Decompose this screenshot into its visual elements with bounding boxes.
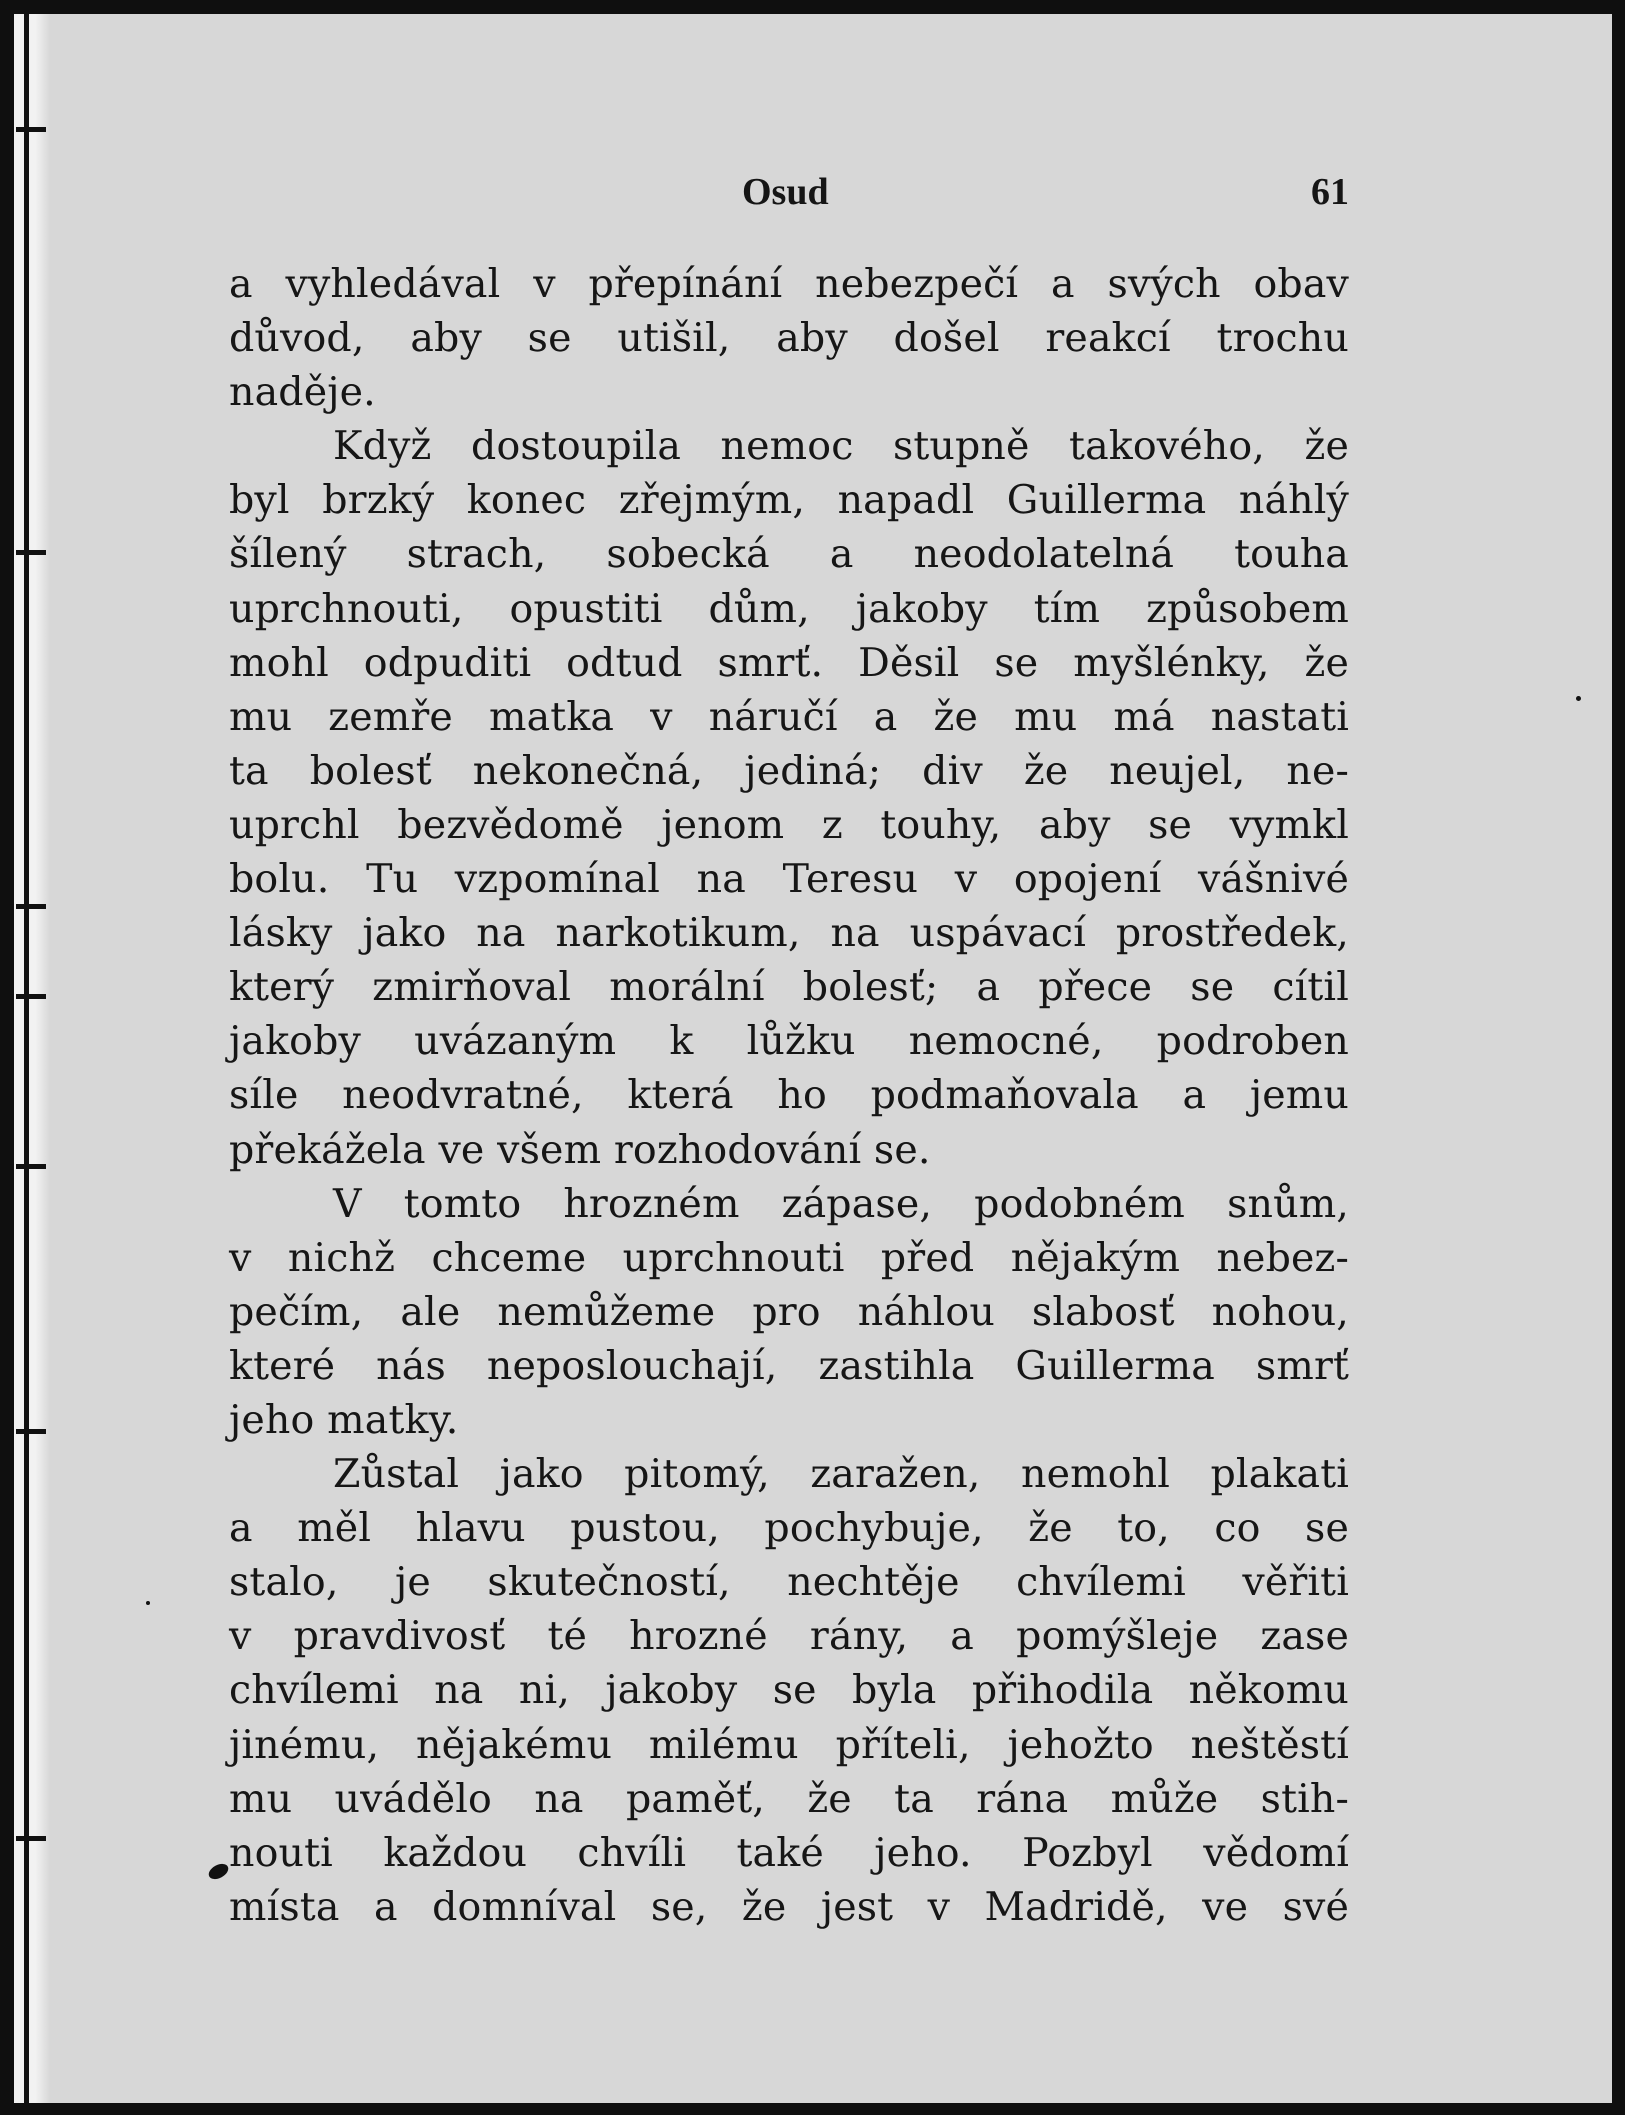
text-line: Když dostoupila nemoc stupně takového, že <box>333 423 1349 470</box>
text-line: chvílemi na ni, jakoby se byla přihodila někomu <box>229 1667 1349 1714</box>
binding-mark <box>16 1836 46 1841</box>
binding-mark <box>16 994 46 999</box>
body-text <box>229 257 1349 1934</box>
binding-rule <box>24 14 29 2103</box>
text-line: mu zemře matka v náručí a že mu má nastati <box>229 693 1349 740</box>
binding-edge <box>14 14 50 2103</box>
book-page <box>14 14 1612 2103</box>
text-line: důvod, aby se utišil, aby došel reakcí trochu <box>229 315 1349 362</box>
page-header <box>224 170 1349 226</box>
text-line: byl brzký konec zřejmým, napadl Guillerma náhlý <box>229 477 1349 524</box>
binding-mark <box>16 904 46 909</box>
text-line: síle neodvratné, která ho podmaňovala a jemu <box>229 1072 1349 1119</box>
text-line: naděje. <box>229 369 376 416</box>
text-line: v pravdivosť té hrozné rány, a pomýšleje zase <box>229 1613 1349 1660</box>
text-line: místa a domníval se, že jest v Madridě, ve své <box>229 1883 1349 1930</box>
text-line: který zmirňoval morální bolesť; a přece se cítil <box>229 964 1349 1011</box>
text-line: uprchnouti, opustiti dům, jakoby tím způsobem <box>229 585 1349 632</box>
binding-mark <box>16 550 46 555</box>
text-line: V tomto hrozném zápase, podobném snům, <box>333 1180 1349 1227</box>
text-line: jakoby uvázaným k lůžku nemocné, podroben <box>229 1018 1349 1065</box>
text-line: ta bolesť nekonečná, jediná; div že neujel, ne- <box>229 747 1349 794</box>
page-number: 61 <box>1311 171 1349 213</box>
text-line: mu uvádělo na paměť, že ta rána může stih- <box>229 1775 1349 1822</box>
binding-mark <box>16 1164 46 1169</box>
text-line: překážela ve všem rozhodování se. <box>229 1126 931 1173</box>
text-line: stalo, je skutečností, nechtěje chvílemi věřiti <box>229 1559 1349 1606</box>
text-line: nouti každou chvíli také jeho. Pozbyl vědomí <box>229 1829 1349 1876</box>
text-line: pečím, ale nemůžeme pro náhlou slabosť nohou, <box>229 1288 1349 1335</box>
text-line: mohl odpuditi odtud smrť. Děsil se myšlénky, že <box>229 639 1349 686</box>
text-line: jinému, nějakému milému příteli, jehožto neštěstí <box>229 1721 1349 1768</box>
ink-speck <box>1576 696 1581 701</box>
text-line: v nichž chceme uprchnouti před nějakým nebez- <box>229 1234 1349 1281</box>
text-line: které nás neposlouchají, zastihla Guillerma smrť <box>229 1342 1349 1389</box>
text-line: Zůstal jako pitomý, zaražen, nemohl plakati <box>333 1451 1349 1498</box>
running-head: Osud <box>742 171 829 213</box>
ink-smudge <box>206 1861 231 1882</box>
text-line: šílený strach, sobecká a neodolatelná touha <box>229 531 1349 578</box>
text-line: lásky jako na narkotikum, na uspávací prostředek, <box>229 910 1349 957</box>
binding-mark <box>16 127 46 132</box>
ink-speck <box>146 1601 150 1605</box>
text-line: jeho matky. <box>229 1396 459 1443</box>
text-line: uprchl bezvědomě jenom z touhy, aby se vymkl <box>229 801 1349 848</box>
binding-mark <box>16 1429 46 1434</box>
text-line: bolu. Tu vzpomínal na Teresu v opojení vášnivé <box>229 856 1349 903</box>
text-line: a měl hlavu pustou, pochybuje, že to, co se <box>229 1505 1349 1552</box>
text-line: a vyhledával v přepínání nebezpečí a svých obav <box>229 261 1349 307</box>
